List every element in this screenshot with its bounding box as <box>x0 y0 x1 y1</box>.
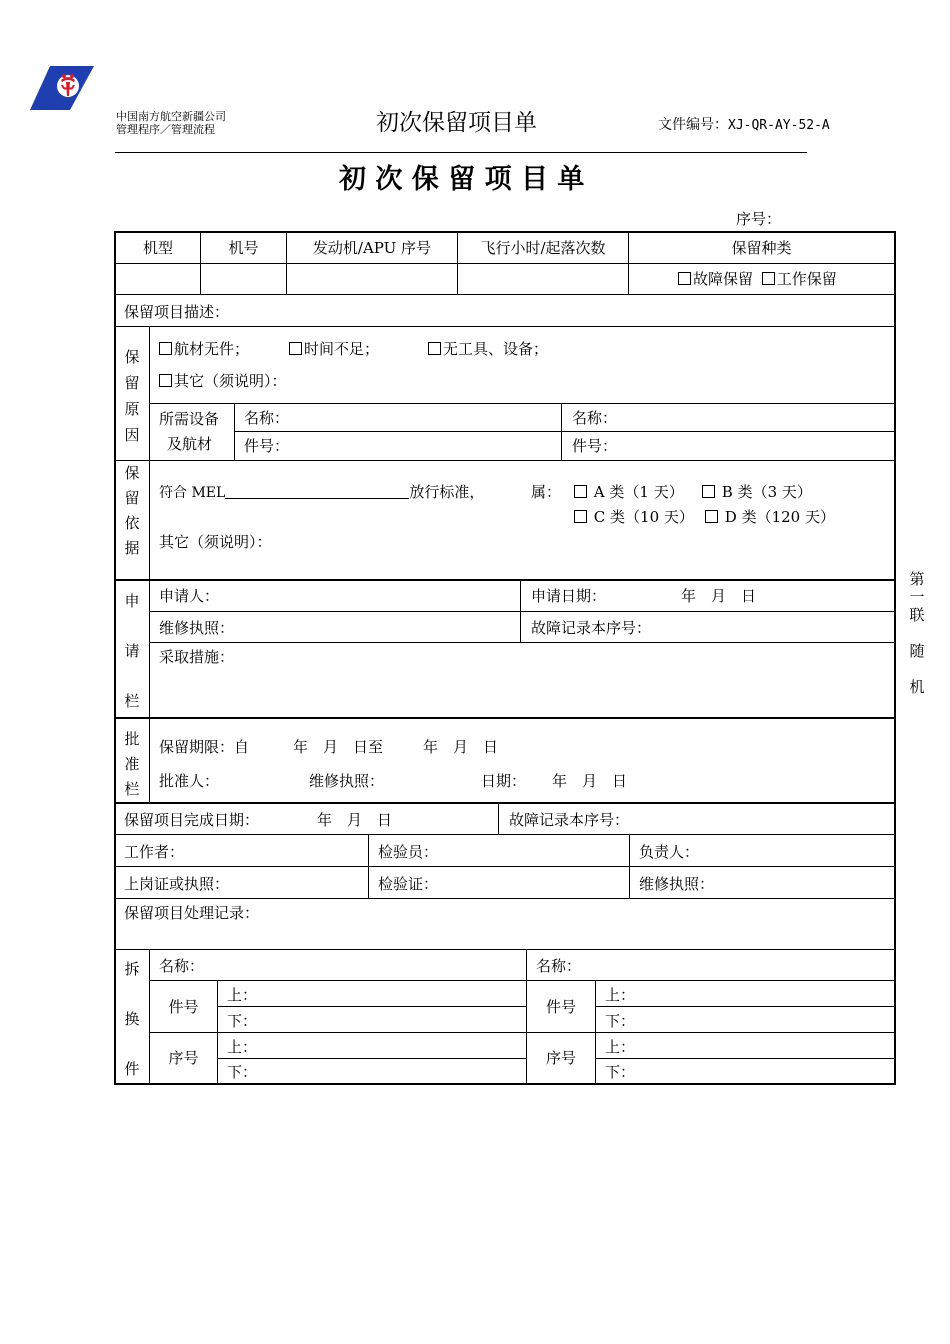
approve-period-start[interactable]: 年 月 日至 <box>293 738 384 756</box>
equipment-name-left[interactable]: 名称： <box>244 409 290 427</box>
process-record-field[interactable]: 保留项目处理记录： <box>124 904 260 922</box>
company-name: 中国南方航空新疆公司 <box>116 110 226 123</box>
approve-date-label: 日期： <box>481 772 527 790</box>
swap-part-down-left[interactable]: 下： <box>227 1012 258 1030</box>
header-doc-title: 初次保留项目单 <box>376 110 537 136</box>
approve-license-field[interactable]: 维修执照： <box>309 772 385 790</box>
company-logo <box>28 64 96 112</box>
cat-b-checkbox[interactable] <box>702 485 715 498</box>
copy-note: 第 一 联 随 机 <box>909 570 925 696</box>
basis-section-label: 保 留 依 据 <box>124 464 140 557</box>
measures-field[interactable]: 采取措施： <box>159 648 235 666</box>
cat-c-label: C 类（10 天） <box>593 508 694 526</box>
header-flight-hours-cycles: 飞行小时/起落次数 <box>480 239 606 257</box>
no-parts-label: 航材无件； <box>174 340 250 358</box>
work-deferral-label: 工作保留 <box>776 270 837 288</box>
swap-part-down-right[interactable]: 下： <box>605 1012 636 1030</box>
no-parts-checkbox[interactable] <box>159 342 172 355</box>
apply-license-field[interactable]: 维修执照： <box>159 619 235 637</box>
serial-label: 序号： <box>736 210 782 228</box>
no-time-checkbox[interactable] <box>289 342 302 355</box>
approve-period-end[interactable]: 年 月 日 <box>423 738 499 756</box>
equipment-part-left[interactable]: 件号： <box>244 437 290 455</box>
no-tools-label: 无工具、设备； <box>443 340 549 358</box>
swap-section-label: 拆 换 件 <box>124 960 140 1078</box>
complete-date-label: 保留项目完成日期： <box>124 811 260 829</box>
equipment-label-2: 及航材 <box>167 435 213 453</box>
swap-part-up-right[interactable]: 上： <box>605 986 636 1004</box>
mel-suffix: 放行标准， <box>409 483 485 501</box>
cat-a-label: A 类（1 天） <box>593 483 684 501</box>
cert-field[interactable]: 上岗证或执照： <box>124 875 230 893</box>
header-engine-apu-serial: 发动机/APU 序号 <box>312 239 432 257</box>
cat-c-checkbox[interactable] <box>574 510 587 523</box>
work-deferral-checkbox[interactable] <box>762 272 775 285</box>
category-label: 属： <box>531 483 562 501</box>
header-registration: 机号 <box>228 239 259 257</box>
equipment-part-right[interactable]: 件号： <box>572 437 618 455</box>
fault-deferral-label: 故障保留 <box>693 270 754 288</box>
approve-period-label: 保留期限：自 <box>159 738 250 756</box>
header-rule <box>115 152 807 153</box>
cat-b-label: B 类（3 天） <box>721 483 812 501</box>
cat-d-checkbox[interactable] <box>705 510 718 523</box>
description-label: 保留项目描述： <box>124 303 230 321</box>
swap-part-up-left[interactable]: 上： <box>227 986 258 1004</box>
swap-serial-no-right: 序号 <box>545 1049 576 1067</box>
no-time-label: 时间不足； <box>304 340 380 358</box>
inspector-field[interactable]: 检验员： <box>378 843 439 861</box>
fault-deferral-checkbox[interactable] <box>678 272 691 285</box>
maint-license-field[interactable]: 维修执照： <box>639 875 715 893</box>
swap-serial-no-left: 序号 <box>168 1049 199 1067</box>
swap-name-right[interactable]: 名称： <box>536 957 582 975</box>
swap-serial-down-left[interactable]: 下： <box>227 1063 258 1081</box>
swap-serial-up-right[interactable]: 上： <box>605 1038 636 1056</box>
approver-field[interactable]: 批准人： <box>159 772 220 790</box>
header-deferral-type: 保留种类 <box>731 239 792 257</box>
equipment-name-right[interactable]: 名称： <box>572 409 618 427</box>
inspect-cert-field[interactable]: 检验证： <box>378 875 439 893</box>
responsible-field[interactable]: 负责人： <box>639 843 700 861</box>
doc-number: XJ-QR-AY-52-A <box>728 118 830 133</box>
complete-date-field[interactable]: 年 月 日 <box>317 811 393 829</box>
reason-other-checkbox[interactable] <box>159 374 172 387</box>
reason-section-label: 保 留 原 因 <box>124 348 140 444</box>
basis-other-label: 其它（须说明）： <box>159 533 272 551</box>
mel-number-field[interactable] <box>225 484 409 499</box>
apply-section-label: 申 请 栏 <box>124 592 140 710</box>
swap-serial-down-right[interactable]: 下： <box>605 1063 636 1081</box>
equipment-label: 所需设备 <box>159 410 220 428</box>
approve-date-field[interactable]: 年 月 日 <box>552 772 628 790</box>
swap-part-no-left: 件号 <box>168 998 199 1016</box>
apply-fault-record-field[interactable]: 故障记录本序号： <box>531 619 652 637</box>
company-subtitle: 管理程序／管理流程 <box>116 123 215 136</box>
complete-fault-record-field[interactable]: 故障记录本序号： <box>509 811 630 829</box>
mel-label: 符合 MEL <box>159 485 226 501</box>
no-tools-checkbox[interactable] <box>428 342 441 355</box>
swap-name-left[interactable]: 名称： <box>159 957 205 975</box>
header-aircraft-type: 机型 <box>142 239 173 257</box>
cat-d-label: D 类（120 天） <box>724 508 835 526</box>
page-title: 初 次 保 留 项 目 单 <box>339 164 585 195</box>
doc-number-label: 文件编号： <box>658 117 728 133</box>
apply-date-label: 申请日期： <box>531 587 607 605</box>
apply-date-field[interactable]: 年 月 日 <box>681 587 757 605</box>
applicant-field[interactable]: 申请人： <box>159 587 220 605</box>
cat-a-checkbox[interactable] <box>574 485 587 498</box>
worker-field[interactable]: 工作者： <box>124 843 185 861</box>
swap-part-no-right: 件号 <box>545 998 576 1016</box>
approve-section-label: 批 准 栏 <box>124 730 140 798</box>
reason-other-label: 其它（须说明）： <box>174 372 287 390</box>
swap-serial-up-left[interactable]: 上： <box>227 1038 258 1056</box>
